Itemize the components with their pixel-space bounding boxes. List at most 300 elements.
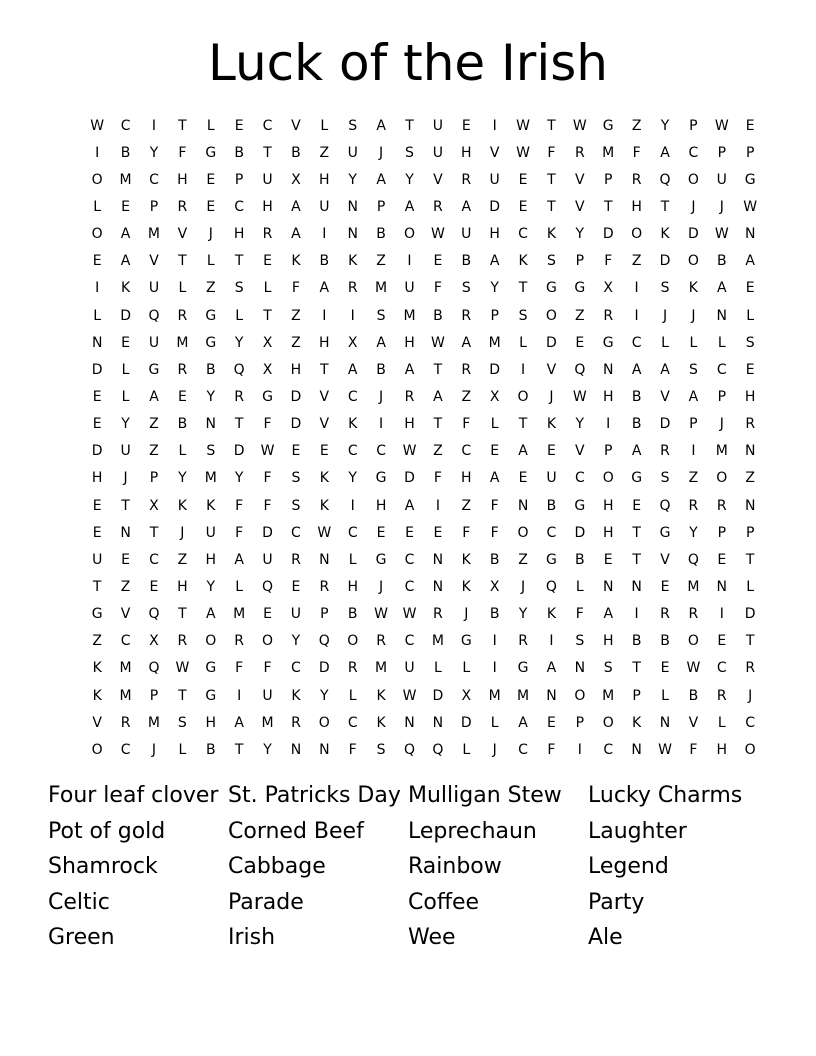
grid-letter: T <box>632 660 641 677</box>
grid-letter: L <box>178 280 187 297</box>
grid-letter: Y <box>121 416 130 433</box>
word-list-item: Corned Beef <box>228 818 364 844</box>
grid-letter: Z <box>631 253 642 270</box>
word-list-item: Cabbage <box>228 854 326 880</box>
grid-letter: R <box>177 361 188 378</box>
grid-letter: L <box>717 714 726 731</box>
grid-letter: N <box>546 687 557 704</box>
grid-letter: H <box>177 578 188 595</box>
grid-letter: J <box>123 470 128 487</box>
grid-letter: J <box>379 388 384 405</box>
grid-letter: S <box>518 307 528 324</box>
grid-letter: F <box>604 253 613 270</box>
grid-letter: N <box>744 443 756 460</box>
grid-letter: P <box>149 470 159 487</box>
grid-letter: A <box>518 443 528 460</box>
grid-letter: E <box>149 578 159 595</box>
grid-letter: M <box>233 606 246 623</box>
grid-letter: C <box>120 117 131 134</box>
grid-letter: M <box>517 687 530 704</box>
grid-letter: R <box>518 633 528 650</box>
grid-letter: A <box>717 280 727 297</box>
word-list-item: Green <box>48 925 115 951</box>
grid-letter: Q <box>148 660 160 677</box>
grid-letter: H <box>489 226 500 243</box>
grid-letter: R <box>745 660 756 677</box>
grid-letter: A <box>347 361 358 378</box>
grid-letter: K <box>291 687 301 704</box>
grid-letter: W <box>686 660 701 677</box>
grid-letter: V <box>489 144 500 161</box>
grid-letter: Y <box>263 741 272 758</box>
grid-letter: K <box>546 416 557 433</box>
grid-letter: S <box>660 280 670 297</box>
grid-letter: L <box>235 307 244 324</box>
grid-letter: B <box>376 361 386 378</box>
grid-letter: I <box>95 280 100 297</box>
grid-letter: O <box>91 226 103 243</box>
grid-letter: V <box>149 253 159 270</box>
grid-letter: I <box>407 253 412 270</box>
grid-letter: R <box>461 307 472 324</box>
grid-letter: U <box>432 144 443 161</box>
grid-letter: R <box>660 443 670 460</box>
grid-letter: G <box>574 280 586 297</box>
grid-letter: Y <box>206 578 216 595</box>
grid-letter: N <box>91 334 103 351</box>
grid-letter: C <box>404 578 415 595</box>
grid-letter: I <box>634 606 639 623</box>
grid-letter: D <box>233 443 245 460</box>
grid-letter: P <box>717 388 727 405</box>
puzzle-title: Luck of the Irish <box>208 34 608 92</box>
grid-letter: H <box>602 497 614 514</box>
grid-row <box>83 356 764 383</box>
grid-letter: L <box>746 578 755 595</box>
grid-letter: Y <box>178 470 187 487</box>
grid-letter: H <box>205 714 217 731</box>
grid-letter: P <box>745 524 755 541</box>
grid-letter: I <box>719 606 724 623</box>
grid-letter: A <box>518 714 528 731</box>
grid-letter: O <box>205 633 217 650</box>
grid-letter: W <box>743 198 758 215</box>
grid-letter: I <box>435 497 440 514</box>
grid-letter: L <box>689 334 698 351</box>
grid-letter: E <box>433 253 443 270</box>
grid-letter: W <box>516 144 530 161</box>
grid-letter: I <box>520 361 526 378</box>
grid-letter: N <box>574 660 586 677</box>
grid-letter: Q <box>545 578 557 595</box>
grid-row <box>83 438 764 465</box>
grid-letter: O <box>91 171 103 188</box>
grid-row <box>83 139 764 166</box>
grid-letter: D <box>318 660 330 677</box>
grid-letter: R <box>347 660 358 677</box>
grid-letter: Y <box>405 171 414 188</box>
grid-letter: L <box>661 687 669 704</box>
grid-letter: A <box>319 280 330 297</box>
grid-letter: K <box>461 578 471 595</box>
word-list-item: Laughter <box>588 818 687 844</box>
grid-letter: V <box>433 171 443 188</box>
grid-letter: T <box>518 280 528 297</box>
grid-letter: P <box>376 198 386 215</box>
grid-letter: D <box>432 687 444 704</box>
grid-letter: V <box>688 714 699 731</box>
grid-letter: H <box>290 361 302 378</box>
grid-letter: B <box>234 144 244 161</box>
grid-letter: B <box>631 633 642 650</box>
grid-letter: E <box>745 280 755 297</box>
grid-letter: E <box>92 416 102 433</box>
word-list-item: Coffee <box>408 889 480 915</box>
grid-letter: T <box>149 524 159 541</box>
grid-letter: K <box>319 470 329 487</box>
grid-letter: R <box>461 171 472 188</box>
grid-letter: T <box>547 198 556 215</box>
grid-letter: C <box>291 524 301 541</box>
grid-letter: Z <box>291 307 301 324</box>
grid-letter: G <box>631 470 643 487</box>
grid-letter: H <box>631 198 642 215</box>
word-list-item: Celtic <box>48 889 110 915</box>
grid-letter: S <box>660 470 670 487</box>
grid-letter: L <box>490 714 499 731</box>
grid-letter: E <box>575 334 585 351</box>
grid-letter: G <box>148 361 160 378</box>
grid-letter: M <box>687 578 700 595</box>
grid-letter: Y <box>490 280 499 297</box>
grid-letter: L <box>746 307 755 324</box>
grid-letter: T <box>745 551 755 568</box>
grid-letter: X <box>461 687 472 704</box>
grid-letter: J <box>549 388 554 405</box>
grid-letter: E <box>234 117 244 134</box>
grid-letter: U <box>205 524 216 541</box>
grid-letter: E <box>92 497 102 514</box>
word-list-item: Pot of gold <box>48 818 166 844</box>
grid-letter: N <box>319 741 330 758</box>
grid-letter: R <box>177 307 188 324</box>
grid-row <box>83 492 764 519</box>
grid-letter: R <box>688 497 699 514</box>
grid-letter: P <box>234 171 244 188</box>
grid-letter: A <box>745 253 755 270</box>
grid-letter: B <box>120 144 131 161</box>
grid-letter: K <box>632 714 642 731</box>
grid-letter: N <box>602 578 614 595</box>
grid-letter: G <box>744 171 756 188</box>
grid-letter: H <box>91 470 103 487</box>
grid-letter: M <box>431 633 444 650</box>
grid-letter: L <box>263 280 272 297</box>
grid-letter: W <box>402 687 417 704</box>
grid-letter: H <box>347 578 358 595</box>
grid-letter: I <box>151 117 157 134</box>
grid-letter: R <box>603 307 614 324</box>
grid-letter: A <box>688 388 699 405</box>
grid-letter: A <box>461 198 472 215</box>
grid-letter: T <box>234 741 244 758</box>
grid-letter: E <box>547 714 556 731</box>
grid-row <box>83 329 764 356</box>
grid-letter: L <box>717 334 726 351</box>
grid-letter: O <box>687 253 699 270</box>
word-list-item: Leprechaun <box>408 818 537 844</box>
grid-row <box>83 519 764 546</box>
grid-letter: Z <box>518 551 528 568</box>
grid-letter: K <box>546 226 557 243</box>
grid-letter: I <box>350 497 355 514</box>
grid-letter: E <box>206 171 216 188</box>
grid-letter: D <box>262 524 273 541</box>
grid-letter: C <box>716 361 727 378</box>
grid-letter: L <box>519 334 527 351</box>
grid-letter: C <box>404 551 415 568</box>
grid-letter: B <box>347 606 358 623</box>
grid-letter: C <box>149 551 159 568</box>
grid-letter: G <box>659 524 671 541</box>
grid-letter: T <box>320 361 329 378</box>
word-list-item: Lucky Charms <box>588 783 743 808</box>
grid-letter: U <box>489 171 500 188</box>
grid-letter: E <box>745 117 755 134</box>
grid-letter: O <box>602 470 614 487</box>
grid-letter: Q <box>262 578 274 595</box>
grid-letter: G <box>205 307 217 324</box>
grid-row <box>83 248 764 275</box>
grid-letter: E <box>92 524 102 541</box>
grid-row <box>83 682 764 709</box>
grid-letter: Y <box>660 117 670 134</box>
grid-letter: Y <box>149 144 159 161</box>
grid-letter: T <box>234 253 244 270</box>
grid-letter: J <box>492 741 497 758</box>
grid-letter: E <box>263 253 272 270</box>
grid-row <box>83 221 764 248</box>
word-list-item: Ale <box>588 925 623 951</box>
grid-letter: Q <box>403 741 415 758</box>
grid-letter: N <box>290 741 302 758</box>
grid-letter: G <box>517 660 529 677</box>
grid-letter: J <box>379 144 384 161</box>
grid-letter: X <box>489 578 500 595</box>
grid-letter: A <box>404 497 415 514</box>
grid-letter: I <box>634 307 639 324</box>
grid-letter: F <box>575 606 584 623</box>
grid-letter: C <box>745 714 756 731</box>
grid-letter: T <box>433 361 443 378</box>
grid-letter: P <box>717 524 727 541</box>
grid-letter: F <box>235 660 244 677</box>
grid-letter: A <box>631 443 642 460</box>
grid-letter: V <box>660 388 670 405</box>
grid-letter: W <box>572 388 587 405</box>
grid-letter: F <box>433 280 442 297</box>
grid-letter: S <box>376 741 386 758</box>
grid-letter: G <box>546 280 557 297</box>
grid-row <box>83 465 764 492</box>
grid-letter: M <box>147 714 161 731</box>
grid-letter: H <box>744 388 756 405</box>
grid-letter: J <box>151 741 157 758</box>
grid-letter: H <box>319 171 330 188</box>
grid-letter: O <box>574 687 586 704</box>
grid-letter: J <box>180 524 185 541</box>
grid-letter: D <box>489 198 501 215</box>
grid-letter: L <box>121 361 130 378</box>
grid-letter: E <box>206 198 216 215</box>
grid-letter: H <box>375 497 387 514</box>
grid-letter: A <box>376 171 386 188</box>
grid-letter: Z <box>177 551 188 568</box>
grid-letter: B <box>319 253 330 270</box>
grid-letter: Z <box>688 470 699 487</box>
grid-letter: T <box>121 497 130 514</box>
grid-letter: T <box>745 633 755 650</box>
grid-letter: L <box>178 741 187 758</box>
grid-letter: K <box>120 280 131 297</box>
grid-letter: R <box>433 606 443 623</box>
grid-letter: P <box>604 171 613 188</box>
grid-letter: H <box>205 551 217 568</box>
grid-letter: K <box>518 253 528 270</box>
grid-letter: B <box>631 388 642 405</box>
grid-letter: A <box>660 144 670 161</box>
grid-letter: N <box>631 741 642 758</box>
grid-row <box>83 573 764 600</box>
grid-row <box>83 736 764 763</box>
grid-letter: A <box>660 361 670 378</box>
word-list-item: Legend <box>588 854 669 880</box>
grid-letter: N <box>432 551 444 568</box>
grid-letter: G <box>546 551 557 568</box>
grid-letter: L <box>462 741 471 758</box>
grid-letter: I <box>237 687 242 704</box>
word-list-item: Irish <box>228 925 276 951</box>
grid-letter: L <box>235 578 244 595</box>
grid-letter: W <box>714 117 729 134</box>
grid-letter: E <box>121 334 131 351</box>
grid-letter: F <box>547 741 556 758</box>
grid-letter: N <box>432 714 444 731</box>
grid-letter: G <box>602 117 614 134</box>
grid-letter: S <box>405 144 414 161</box>
grid-letter: Q <box>233 361 245 378</box>
grid-letter: L <box>178 443 187 460</box>
grid-letter: B <box>631 416 642 433</box>
grid-letter: Y <box>320 687 329 704</box>
grid-letter: K <box>546 606 557 623</box>
grid-letter: W <box>714 226 729 243</box>
grid-letter: K <box>348 416 358 433</box>
grid-letter: N <box>744 226 756 243</box>
grid-letter: J <box>464 606 469 623</box>
grid-letter: I <box>322 226 327 243</box>
grid-letter: V <box>319 388 330 405</box>
grid-letter: G <box>205 144 217 161</box>
grid-letter: E <box>121 551 131 568</box>
grid-letter: Y <box>575 226 585 243</box>
grid-letter: S <box>461 280 471 297</box>
grid-letter: R <box>461 361 472 378</box>
grid-letter: F <box>235 497 244 514</box>
grid-letter: S <box>603 660 613 677</box>
grid-letter: M <box>147 226 161 243</box>
grid-letter: U <box>546 470 557 487</box>
grid-letter: O <box>347 633 359 650</box>
grid-letter: T <box>632 551 641 568</box>
grid-letter: A <box>376 117 386 134</box>
grid-letter: K <box>688 280 698 297</box>
grid-letter: U <box>432 117 443 134</box>
grid-letter: J <box>719 198 724 215</box>
grid-letter: B <box>177 416 188 433</box>
grid-letter: T <box>547 117 556 134</box>
grid-letter: G <box>574 497 586 514</box>
grid-letter: Y <box>234 334 244 351</box>
grid-letter: S <box>291 470 301 487</box>
grid-letter: K <box>376 687 386 704</box>
grid-letter: T <box>263 307 272 324</box>
word-column <box>228 778 408 956</box>
grid-letter: I <box>95 144 100 161</box>
grid-letter: Y <box>348 470 357 487</box>
word-list <box>48 778 768 956</box>
grid-letter: E <box>291 578 301 595</box>
grid-letter: B <box>489 551 500 568</box>
grid-letter: U <box>92 551 103 568</box>
grid-letter: S <box>291 497 301 514</box>
grid-letter: Q <box>659 497 671 514</box>
grid-letter: E <box>461 117 471 134</box>
grid-letter: F <box>433 470 442 487</box>
grid-letter: S <box>376 307 386 324</box>
grid-letter: Y <box>348 171 357 188</box>
grid-letter: E <box>717 551 727 568</box>
grid-letter: C <box>347 388 358 405</box>
grid-letter: U <box>461 226 472 243</box>
grid-letter: I <box>634 280 639 297</box>
grid-letter: P <box>490 307 499 324</box>
grid-letter: Z <box>631 117 642 134</box>
grid-letter: E <box>490 443 500 460</box>
grid-letter: U <box>716 171 727 188</box>
grid-letter: V <box>575 198 585 215</box>
grid-letter: R <box>234 388 245 405</box>
grid-letter: J <box>691 307 696 324</box>
grid-letter: U <box>404 280 415 297</box>
grid-letter: R <box>291 714 301 731</box>
grid-letter: B <box>291 144 301 161</box>
grid-letter: I <box>549 633 554 650</box>
grid-row <box>83 193 764 220</box>
grid-letter: X <box>347 334 358 351</box>
grid-letter: L <box>206 253 215 270</box>
grid-letter: D <box>120 307 131 324</box>
grid-letter: B <box>205 741 216 758</box>
grid-letter: X <box>489 388 500 405</box>
grid-letter: H <box>177 171 188 188</box>
grid-letter: V <box>546 361 557 378</box>
grid-letter: R <box>716 687 727 704</box>
word-list-item: Wee <box>408 925 456 951</box>
grid-letter: Q <box>659 171 671 188</box>
grid-letter: L <box>575 578 584 595</box>
grid-letter: R <box>120 714 131 731</box>
